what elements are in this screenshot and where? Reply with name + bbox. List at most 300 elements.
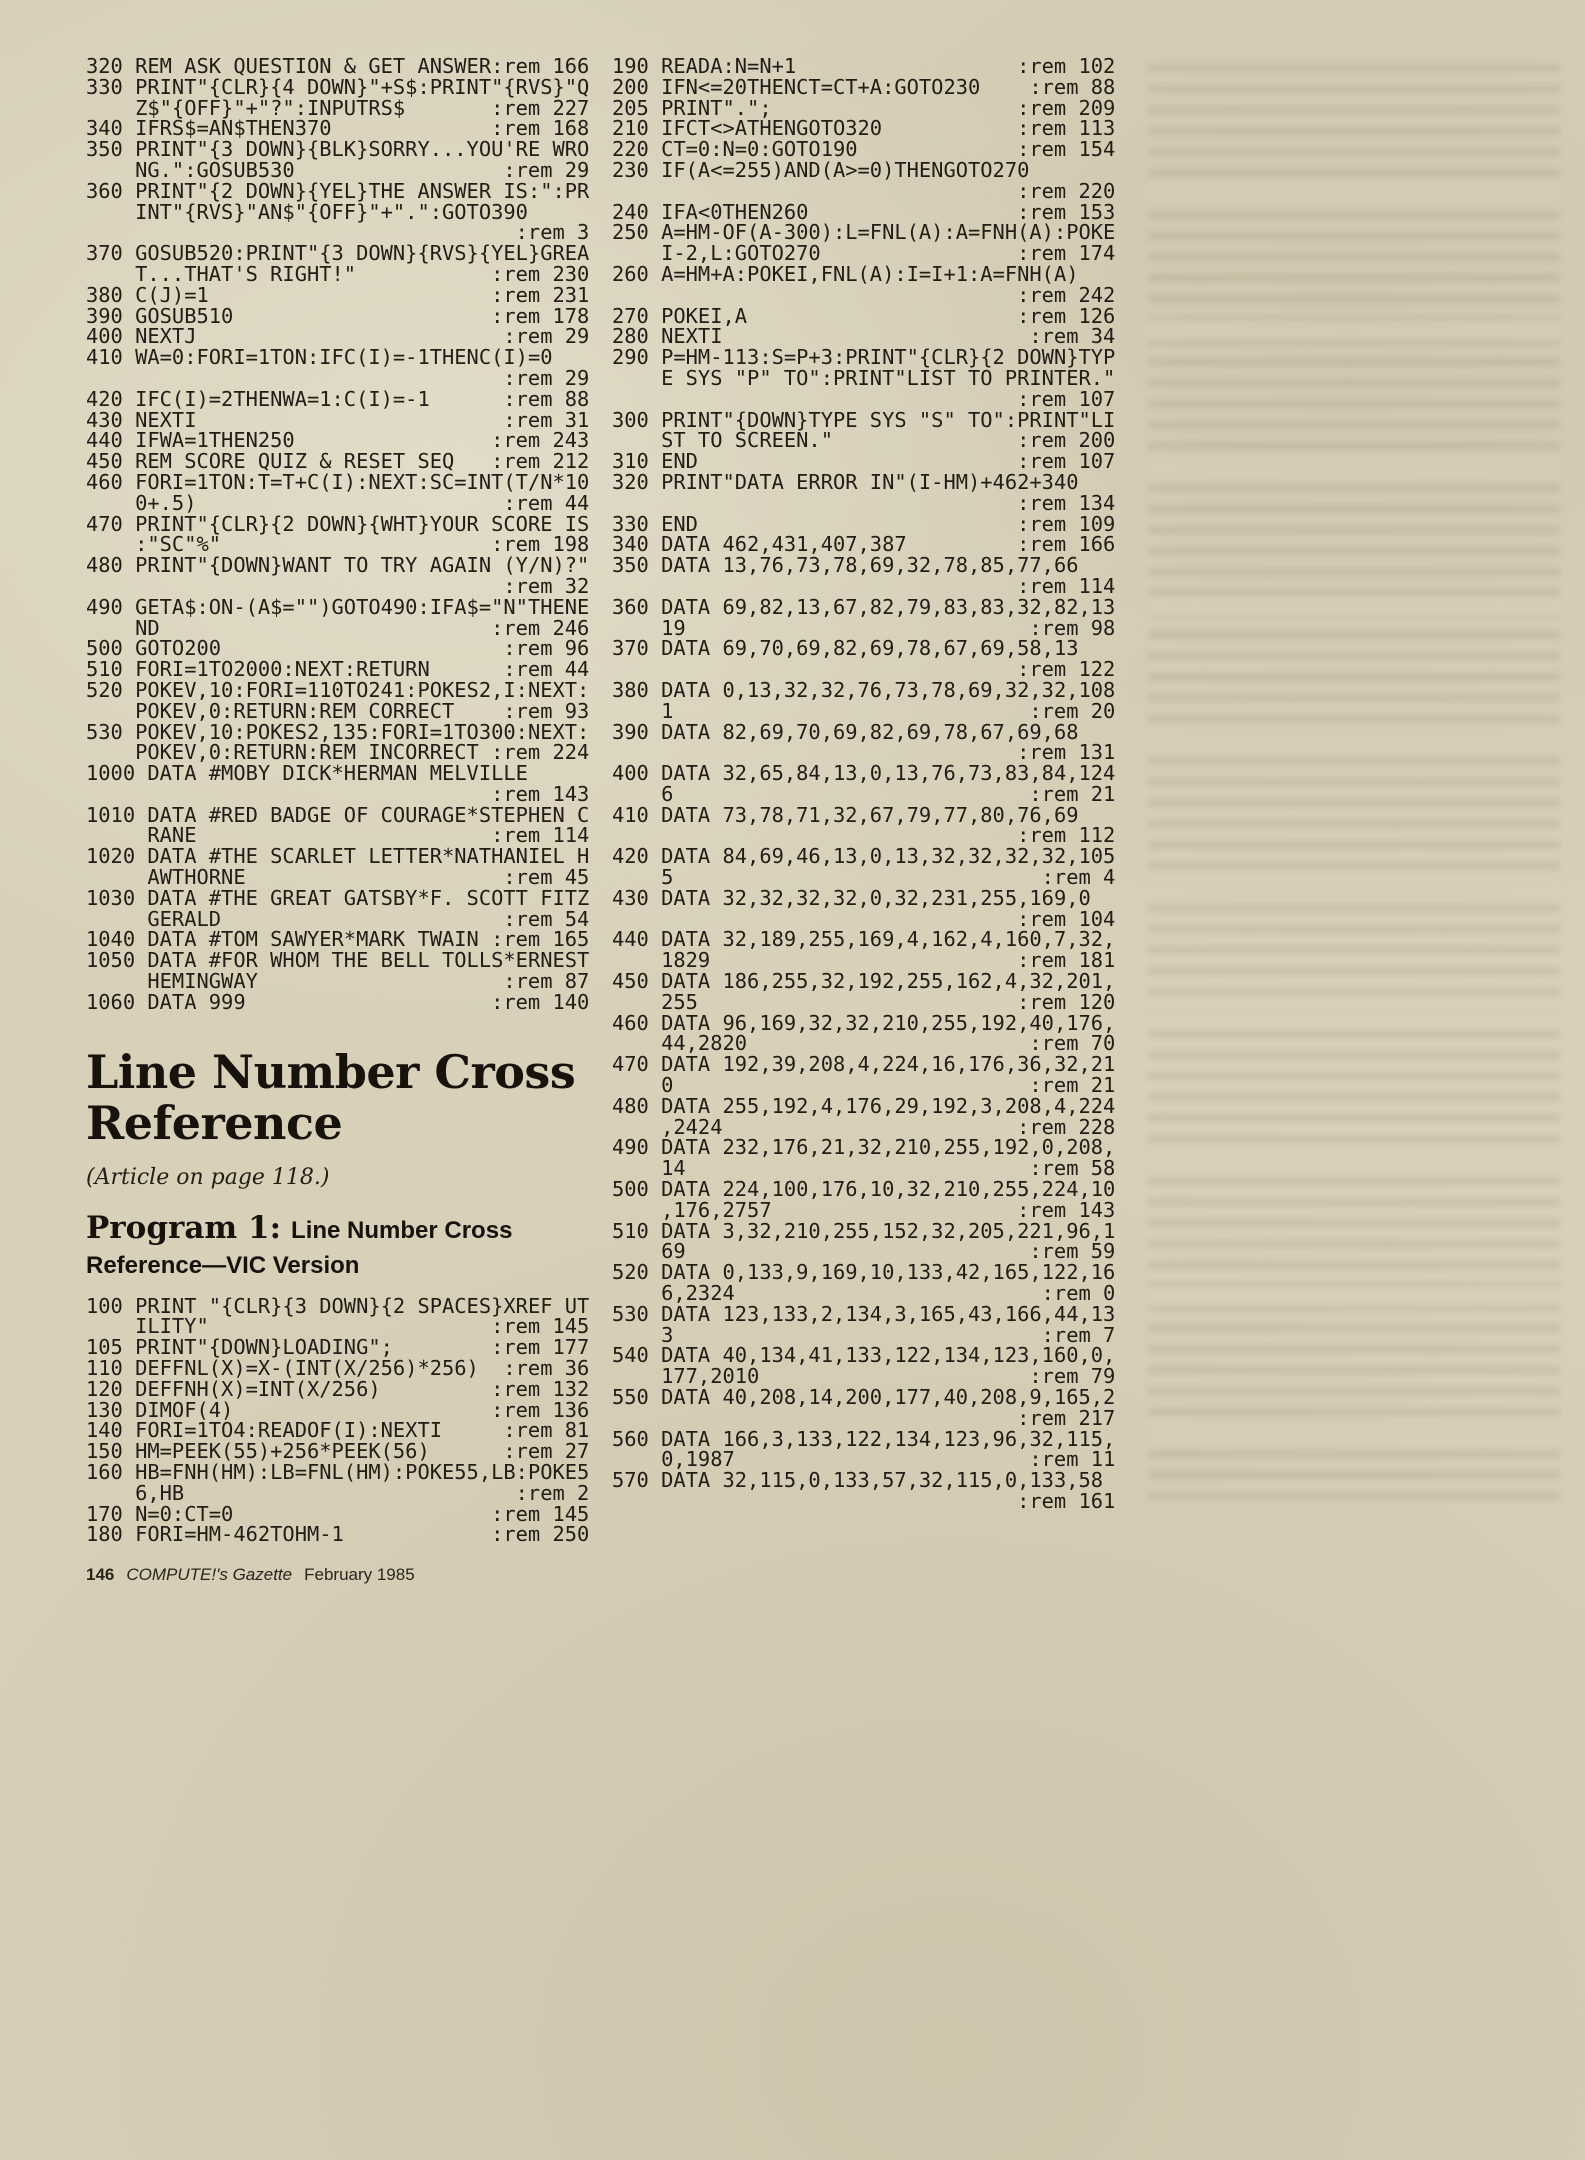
code-text: 6,2324 bbox=[612, 1281, 735, 1306]
left-column bbox=[86, 56, 601, 1585]
listing-line bbox=[86, 139, 589, 160]
listing-line bbox=[86, 386, 590, 411]
listing-line bbox=[612, 261, 1115, 286]
code-listing-program1-start bbox=[86, 1293, 590, 1547]
rem-checksum: :rem 58 bbox=[1029, 1156, 1116, 1181]
code-text: 500 DATA 224,100,176,10,32,210,255,224,10 bbox=[612, 1177, 1116, 1202]
listing-line bbox=[612, 95, 1116, 120]
listing-line bbox=[86, 199, 589, 224]
code-text: 510 DATA 3,32,210,255,152,32,205,221,96,1 bbox=[612, 1218, 1116, 1243]
code-text: NG.":GOSUB530 bbox=[86, 157, 295, 182]
code-text: 1 bbox=[612, 698, 674, 723]
rem-checksum: :rem 250 bbox=[491, 1522, 590, 1547]
code-text: 450 DATA 186,255,32,192,255,162,4,32,201, bbox=[612, 969, 1116, 994]
listing-line bbox=[612, 825, 1115, 846]
rem-checksum: :rem 227 bbox=[491, 95, 590, 120]
listing-line bbox=[86, 825, 589, 846]
code-listing-quiz-program bbox=[86, 56, 589, 1013]
code-text: 370 GOSUB520:PRINT"{3 DOWN}{RVS}{YEL}GREA bbox=[86, 241, 590, 266]
code-text: 110 DEFFNL(X)=X-(INT(X/256)*256) bbox=[86, 1356, 479, 1381]
listing-line bbox=[612, 365, 1116, 390]
listing-line bbox=[612, 1033, 1115, 1054]
listing-line bbox=[612, 1470, 1115, 1491]
listing-line bbox=[86, 1337, 589, 1358]
code-text: 1020 DATA #THE SCARLET LETTER*NATHANIEL H bbox=[86, 844, 590, 869]
code-text: 400 NEXTJ bbox=[86, 324, 197, 349]
rem-checksum: :rem 209 bbox=[1017, 95, 1116, 120]
code-text: 350 PRINT"{3 DOWN}{BLK}SORRY...YOU'RE WRO bbox=[86, 137, 590, 162]
listing-line bbox=[612, 407, 1116, 432]
listing-line bbox=[612, 677, 1116, 702]
code-text: 205 PRINT"."; bbox=[612, 95, 772, 120]
rem-checksum: :rem 87 bbox=[503, 969, 590, 994]
code-text: 410 WA=0:FORI=1TON:IFC(I)=-1THENC(I)=0 bbox=[86, 345, 553, 370]
rem-checksum: :rem 44 bbox=[503, 490, 590, 515]
rem-checksum: :rem 29 bbox=[503, 324, 590, 349]
listing-line bbox=[612, 659, 1115, 680]
rem-checksum: :rem 145 bbox=[491, 1314, 590, 1339]
rem-checksum: :rem 114 bbox=[1017, 573, 1116, 598]
code-text: 460 FORI=1TON:T=T+C(I):NEXT:SC=INT(T/N*10 bbox=[86, 469, 590, 494]
listing-line bbox=[86, 867, 589, 888]
listing-line bbox=[86, 1524, 589, 1545]
listing-line bbox=[86, 802, 590, 827]
code-text: 510 FORI=1TO2000:NEXT:RETURN bbox=[86, 657, 430, 682]
article-title-line1: Line Number Cross bbox=[86, 1044, 576, 1099]
listing-line bbox=[86, 615, 590, 640]
code-text: ,176,2757 bbox=[612, 1197, 772, 1222]
listing-line bbox=[612, 698, 1116, 723]
code-text: 5 bbox=[612, 865, 674, 890]
listing-line bbox=[612, 386, 1116, 411]
rem-checksum: :rem 246 bbox=[491, 615, 590, 640]
listing-line bbox=[612, 282, 1116, 307]
listing-line bbox=[86, 490, 590, 515]
listing-line bbox=[86, 326, 589, 347]
listing-line bbox=[86, 950, 589, 971]
program-1-heading-line1 bbox=[86, 1210, 601, 1246]
listing-line bbox=[612, 1093, 1116, 1118]
rem-checksum: :rem 143 bbox=[491, 781, 590, 806]
listing-line bbox=[612, 1262, 1115, 1283]
listing-line bbox=[612, 846, 1115, 867]
rem-checksum: :rem 93 bbox=[503, 698, 590, 723]
code-text: 180 FORI=HM-462TOHM-1 bbox=[86, 1522, 344, 1547]
code-text: 380 C(J)=1 bbox=[86, 282, 209, 307]
rem-checksum: :rem 131 bbox=[1017, 740, 1116, 765]
listing-line bbox=[86, 407, 590, 432]
rem-checksum: :rem 132 bbox=[491, 1376, 590, 1401]
listing-line bbox=[86, 282, 590, 307]
rem-checksum: :rem 27 bbox=[503, 1439, 590, 1464]
listing-line bbox=[612, 742, 1115, 763]
code-text: 255 bbox=[612, 989, 698, 1014]
listing-line bbox=[612, 929, 1115, 950]
rem-checksum: :rem 104 bbox=[1017, 906, 1116, 931]
code-text: 550 DATA 40,208,14,200,177,40,208,9,165,2 bbox=[612, 1385, 1116, 1409]
listing-line bbox=[86, 347, 589, 368]
code-text: 1060 DATA 999 bbox=[86, 989, 246, 1014]
code-text: AWTHORNE bbox=[86, 865, 246, 890]
listing-line bbox=[86, 638, 589, 659]
rem-checksum: :rem 230 bbox=[491, 261, 590, 286]
code-text: 410 DATA 73,78,71,32,67,79,77,80,76,69 bbox=[612, 802, 1079, 827]
code-text: 150 HM=PEEK(55)+256*PEEK(56) bbox=[86, 1439, 430, 1464]
listing-line bbox=[612, 1158, 1115, 1179]
listing-line bbox=[612, 222, 1115, 243]
listing-line bbox=[86, 698, 590, 723]
rem-checksum: :rem 3 bbox=[515, 220, 590, 245]
code-text: 200 IFN<=20THENCT=CT+A:GOTO230 bbox=[612, 74, 981, 99]
listing-line bbox=[86, 243, 589, 264]
listing-line bbox=[86, 971, 589, 992]
code-text: 160 HB=FNH(HM):LB=FNL(HM):POKE55,LB:POKE5 bbox=[86, 1460, 590, 1485]
listing-line bbox=[86, 1501, 590, 1526]
listing-line bbox=[612, 303, 1116, 328]
rem-checksum: :rem 20 bbox=[1029, 698, 1116, 723]
code-text: 400 DATA 32,65,84,13,0,13,76,73,83,84,124 bbox=[612, 761, 1116, 786]
rem-checksum: :rem 59 bbox=[1029, 1239, 1116, 1264]
code-text: 1010 DATA #RED BADGE OF COURAGE*STEPHEN C bbox=[86, 802, 590, 827]
rem-checksum: :rem 79 bbox=[1029, 1364, 1116, 1389]
listing-line bbox=[86, 451, 589, 472]
code-text: 440 DATA 32,189,255,169,4,162,4,160,7,32, bbox=[612, 927, 1116, 952]
rem-checksum: :rem 198 bbox=[491, 532, 590, 557]
code-text: POKEV,0:RETURN:REM INCORRECT bbox=[86, 740, 479, 765]
code-text: 1040 DATA #TOM SAWYER*MARK TWAIN bbox=[86, 927, 479, 952]
code-text: 340 IFRS$=AN$THEN370 bbox=[86, 116, 332, 141]
code-text: 105 PRINT"{DOWN}LOADING"; bbox=[86, 1335, 393, 1360]
code-text: 310 END bbox=[612, 449, 698, 474]
listing-line bbox=[612, 906, 1116, 931]
code-text: 0+.5) bbox=[86, 490, 197, 515]
rem-checksum: :rem 242 bbox=[1017, 282, 1116, 307]
rem-checksum: :rem 143 bbox=[1017, 1197, 1116, 1222]
rem-checksum: :rem 122 bbox=[1017, 657, 1116, 682]
rem-checksum: :rem 54 bbox=[503, 906, 590, 931]
code-text: 177,2010 bbox=[612, 1364, 760, 1389]
listing-line bbox=[612, 1283, 1115, 1304]
code-text: ILITY" bbox=[86, 1314, 209, 1339]
listing-line bbox=[86, 555, 589, 576]
rem-checksum: :rem 177 bbox=[491, 1335, 590, 1360]
rem-checksum: :rem 112 bbox=[1017, 823, 1116, 848]
rem-checksum: :rem 228 bbox=[1017, 1114, 1116, 1139]
article-title-line2: Reference bbox=[86, 1095, 343, 1150]
listing-line bbox=[612, 1322, 1116, 1347]
rem-checksum: :rem 2 bbox=[515, 1480, 590, 1505]
listing-line bbox=[86, 469, 590, 494]
program-1-title-line1: Line Number Cross bbox=[291, 1216, 513, 1244]
listing-line bbox=[612, 511, 1116, 536]
rem-checksum: :rem 200 bbox=[1017, 428, 1116, 453]
rem-checksum: :rem 220 bbox=[1017, 178, 1116, 203]
code-text: 140 FORI=1TO4:READOF(I):NEXTI bbox=[86, 1418, 443, 1443]
listing-line bbox=[86, 118, 589, 139]
listing-line bbox=[612, 1488, 1116, 1513]
listing-line bbox=[86, 719, 590, 744]
listing-line bbox=[86, 659, 589, 680]
code-text: 260 A=HM+A:POKEI,FNL(A):I=I+1:A=FNH(A) bbox=[612, 261, 1079, 286]
code-text: 340 DATA 462,431,407,387 bbox=[612, 532, 907, 557]
listing-line bbox=[612, 1114, 1116, 1139]
code-text: 420 IFC(I)=2THENWA=1:C(I)=-1 bbox=[86, 386, 430, 411]
listing-line bbox=[612, 1218, 1116, 1243]
listing-line bbox=[86, 781, 590, 806]
code-text: 470 DATA 192,39,208,4,224,16,176,36,32,21 bbox=[612, 1052, 1116, 1077]
listing-line bbox=[612, 802, 1115, 827]
listing-line bbox=[86, 74, 590, 99]
code-text: HEMINGWAY bbox=[86, 969, 258, 994]
rem-checksum: :rem 98 bbox=[1029, 615, 1116, 640]
listing-line bbox=[612, 638, 1115, 659]
listing-line bbox=[86, 1480, 590, 1505]
rem-checksum: :rem 88 bbox=[1029, 74, 1116, 99]
code-text: 480 DATA 255,192,4,176,29,192,3,208,4,224 bbox=[612, 1093, 1116, 1118]
code-text: 320 PRINT"DATA ERROR IN"(I-HM)+462+340 bbox=[612, 469, 1079, 494]
code-text: 3 bbox=[612, 1322, 674, 1347]
rem-checksum: :rem 134 bbox=[1017, 490, 1116, 515]
code-text: Z$"{OFF}"+"?":INPUTRS$ bbox=[86, 95, 406, 120]
rem-checksum: :rem 7 bbox=[1041, 1322, 1116, 1347]
listing-line bbox=[612, 469, 1115, 494]
listing-line bbox=[612, 178, 1116, 203]
code-text: 390 DATA 82,69,70,69,82,69,78,67,69,68 bbox=[612, 719, 1079, 744]
code-text: 420 DATA 84,69,46,13,0,13,32,32,32,32,105 bbox=[612, 844, 1116, 869]
page-number: 146 bbox=[86, 1565, 115, 1585]
rem-checksum: :rem 32 bbox=[503, 573, 590, 598]
code-text: 570 DATA 32,115,0,133,57,32,115,0,133,58 bbox=[612, 1468, 1104, 1493]
code-text: 360 DATA 69,82,13,67,82,79,83,83,32,82,13 bbox=[612, 594, 1116, 619]
rem-checksum: :rem 70 bbox=[1029, 1031, 1116, 1056]
listing-line bbox=[612, 430, 1115, 451]
rem-checksum: :rem 4 bbox=[1041, 865, 1116, 890]
rem-checksum: :rem 109 bbox=[1017, 511, 1116, 536]
code-text: 480 PRINT"{DOWN}WANT TO TRY AGAIN (Y/N)?" bbox=[86, 553, 590, 578]
code-text: 460 DATA 96,169,32,32,210,255,192,40,176, bbox=[612, 1010, 1116, 1035]
code-text: 120 DEFFNH(X)=INT(X/256) bbox=[86, 1376, 381, 1401]
listing-line bbox=[86, 222, 589, 243]
listing-line bbox=[86, 430, 589, 451]
listing-line bbox=[86, 365, 590, 390]
listing-line bbox=[612, 1075, 1115, 1096]
listing-line bbox=[612, 1137, 1115, 1158]
listing-line bbox=[86, 303, 590, 328]
listing-line bbox=[86, 157, 590, 182]
rem-checksum: :rem 181 bbox=[1017, 948, 1116, 973]
listing-line bbox=[612, 781, 1116, 806]
listing-line bbox=[612, 490, 1116, 515]
article-title bbox=[86, 1044, 601, 1150]
code-text: 300 PRINT"{DOWN}TYPE SYS "S" TO":PRINT"LI bbox=[612, 407, 1116, 432]
program-1-heading bbox=[86, 1210, 601, 1280]
listing-line bbox=[612, 1345, 1115, 1366]
code-text: 130 DIMOF(4) bbox=[86, 1397, 234, 1422]
listing-line bbox=[86, 1462, 589, 1483]
code-text: 250 A=HM-OF(A-300):L=FNL(A):A=FNH(A):POKE bbox=[612, 220, 1116, 245]
listing-line bbox=[86, 95, 590, 120]
code-text: INT"{RVS}"AN$"{OFF}"+".":GOTO390 bbox=[86, 199, 528, 224]
code-text: ,2424 bbox=[612, 1114, 723, 1139]
listing-line bbox=[612, 139, 1115, 160]
listing-line bbox=[86, 534, 589, 555]
listing-line bbox=[612, 1179, 1115, 1200]
rem-checksum: :rem 174 bbox=[1017, 241, 1116, 266]
code-text: 520 POKEV,10:FORI=110TO241:POKES2,I:NEXT: bbox=[86, 677, 590, 702]
code-text: 0,1987 bbox=[612, 1447, 735, 1472]
right-column bbox=[612, 56, 1127, 1512]
listing-line bbox=[86, 763, 589, 784]
rem-checksum: :rem 107 bbox=[1017, 449, 1116, 474]
rem-checksum: :rem 96 bbox=[503, 636, 590, 661]
rem-checksum: :rem 120 bbox=[1017, 989, 1116, 1014]
rem-checksum: :rem 31 bbox=[503, 407, 590, 432]
listing-line bbox=[612, 573, 1116, 598]
code-text: 440 IFWA=1THEN250 bbox=[86, 428, 295, 453]
code-text: 290 P=HM-113:S=P+3:PRINT"{CLR}{2 DOWN}TYP bbox=[612, 345, 1116, 370]
rem-checksum: :rem 140 bbox=[491, 989, 590, 1014]
listing-line bbox=[612, 1449, 1115, 1470]
rem-checksum: :rem 11 bbox=[1029, 1447, 1116, 1472]
rem-checksum: :rem 0 bbox=[1041, 1281, 1116, 1306]
code-text: 1829 bbox=[612, 948, 711, 973]
listing-line bbox=[612, 1426, 1116, 1451]
code-text: 0 bbox=[612, 1073, 674, 1098]
code-text: 220 CT=0:N=0:GOTO190 bbox=[612, 137, 858, 162]
code-text: 170 N=0:CT=0 bbox=[86, 1501, 234, 1526]
listing-line bbox=[86, 56, 589, 77]
listing-line bbox=[86, 742, 589, 763]
page-footer bbox=[86, 1565, 601, 1585]
rem-checksum: :rem 36 bbox=[503, 1356, 590, 1381]
code-text: T...THAT'S RIGHT!" bbox=[86, 261, 357, 286]
listing-line bbox=[612, 534, 1115, 555]
listing-line bbox=[612, 950, 1115, 971]
code-text: ND bbox=[86, 615, 160, 640]
rem-checksum: :rem 217 bbox=[1017, 1405, 1116, 1430]
code-text: 490 GETA$:ON-(A$="")GOTO490:IFA$="N"THENE bbox=[86, 594, 590, 619]
rem-checksum: :rem 113 bbox=[1017, 116, 1116, 141]
rem-checksum: :rem 29 bbox=[503, 157, 590, 182]
listing-line bbox=[612, 157, 1115, 182]
listing-line bbox=[86, 1397, 590, 1422]
program-1-title-line2: Reference—VIC Version bbox=[86, 1251, 360, 1279]
code-listing-program1-continued bbox=[612, 56, 1115, 1512]
code-text: 360 PRINT"{2 DOWN}{YEL}THE ANSWER IS:":PR bbox=[86, 178, 590, 203]
rem-checksum: :rem 126 bbox=[1017, 303, 1116, 328]
listing-line bbox=[612, 594, 1116, 619]
code-text: 520 DATA 0,133,9,169,10,133,42,165,122,16 bbox=[612, 1260, 1116, 1285]
code-text: 44,2820 bbox=[612, 1031, 748, 1056]
code-text: 14 bbox=[612, 1156, 686, 1181]
listing-line bbox=[612, 451, 1115, 472]
listing-line bbox=[86, 1358, 589, 1379]
code-text: ST TO SCREEN." bbox=[612, 428, 833, 453]
article-note: (Article on page 118.) bbox=[86, 1164, 330, 1190]
rem-checksum: :rem 224 bbox=[491, 740, 590, 765]
listing-line bbox=[612, 74, 1116, 99]
program-1-label: Program 1: bbox=[86, 1209, 282, 1246]
listing-line bbox=[612, 199, 1116, 224]
code-text: GERALD bbox=[86, 906, 222, 931]
rem-checksum: :rem 102 bbox=[1017, 54, 1116, 78]
page-bleedthrough-texture bbox=[1148, 64, 1560, 1512]
listing-line bbox=[612, 867, 1115, 888]
code-text: RANE bbox=[86, 823, 197, 848]
code-text: 350 DATA 13,76,73,78,69,32,78,85,77,66 bbox=[612, 553, 1079, 578]
rem-checksum: :rem 212 bbox=[491, 449, 590, 474]
listing-line bbox=[86, 885, 590, 910]
rem-checksum: :rem 165 bbox=[491, 927, 590, 952]
rem-checksum: :rem 166 bbox=[491, 54, 590, 78]
rem-checksum: :rem 107 bbox=[1017, 386, 1116, 411]
listing-line bbox=[86, 1441, 589, 1462]
listing-line bbox=[612, 118, 1115, 139]
code-text: 530 POKEV,10:POKES2,135:FORI=1TO300:NEXT: bbox=[86, 719, 590, 744]
code-text: 1050 DATA #FOR WHOM THE BELL TOLLS*ERNEST bbox=[86, 948, 590, 973]
code-text: 240 IFA<0THEN260 bbox=[612, 199, 809, 224]
code-text: 6,HB bbox=[86, 1480, 185, 1505]
listing-line bbox=[612, 1241, 1115, 1262]
code-text: 330 END bbox=[612, 511, 698, 536]
code-text: 430 NEXTI bbox=[86, 407, 197, 432]
listing-line bbox=[612, 56, 1115, 77]
code-text: 390 GOSUB510 bbox=[86, 303, 234, 328]
rem-checksum: :rem 145 bbox=[491, 1501, 590, 1526]
rem-checksum: :rem 44 bbox=[503, 657, 590, 682]
listing-line bbox=[86, 261, 590, 286]
rem-checksum: :rem 154 bbox=[1017, 137, 1116, 162]
listing-line bbox=[612, 326, 1115, 347]
listing-line bbox=[86, 846, 589, 867]
listing-line bbox=[86, 989, 590, 1014]
code-text: 500 GOTO200 bbox=[86, 636, 222, 661]
rem-checksum: :rem 168 bbox=[491, 116, 590, 141]
code-text: 190 READA:N=N+1 bbox=[612, 54, 797, 78]
listing-line bbox=[86, 929, 589, 950]
listing-line bbox=[612, 971, 1115, 992]
code-text: 430 DATA 32,32,32,32,0,32,231,255,169,0 bbox=[612, 885, 1091, 910]
code-text: 1000 DATA #MOBY DICK*HERMAN MELVILLE bbox=[86, 761, 528, 786]
rem-checksum: :rem 29 bbox=[503, 365, 590, 390]
code-text: I-2,L:GOTO270 bbox=[612, 241, 821, 266]
listing-line bbox=[86, 1376, 590, 1401]
listing-line bbox=[612, 347, 1115, 368]
listing-line bbox=[612, 1405, 1116, 1430]
code-text: 330 PRINT"{CLR}{4 DOWN}"+S$:PRINT"{RVS}"Q bbox=[86, 74, 590, 99]
listing-line bbox=[86, 511, 590, 536]
code-text: :"SC"%" bbox=[86, 532, 222, 557]
listing-line bbox=[612, 763, 1115, 784]
code-text: 19 bbox=[612, 615, 686, 640]
rem-checksum: :rem 243 bbox=[491, 428, 590, 453]
listing-line bbox=[612, 1054, 1115, 1075]
listing-line bbox=[86, 1316, 589, 1337]
listing-line bbox=[612, 1366, 1115, 1387]
code-text: 1030 DATA #THE GREAT GATSBY*F. SCOTT FITZ bbox=[86, 885, 590, 910]
code-text: 100 PRINT "{CLR}{3 DOWN}{2 SPACES}XREF UT bbox=[86, 1293, 590, 1318]
listing-line bbox=[612, 1387, 1115, 1408]
code-text: 490 DATA 232,176,21,32,210,255,192,0,208, bbox=[612, 1135, 1116, 1160]
code-text: 230 IF(A<=255)AND(A>=0)THENGOTO270 bbox=[612, 157, 1030, 182]
code-text: 540 DATA 40,134,41,133,122,134,123,160,0, bbox=[612, 1343, 1116, 1368]
listing-line bbox=[86, 677, 590, 702]
listing-line bbox=[86, 906, 590, 931]
rem-checksum: :rem 21 bbox=[1029, 1073, 1116, 1098]
listing-line bbox=[86, 1293, 590, 1318]
rem-checksum: :rem 88 bbox=[503, 386, 590, 411]
listing-line bbox=[612, 615, 1116, 640]
